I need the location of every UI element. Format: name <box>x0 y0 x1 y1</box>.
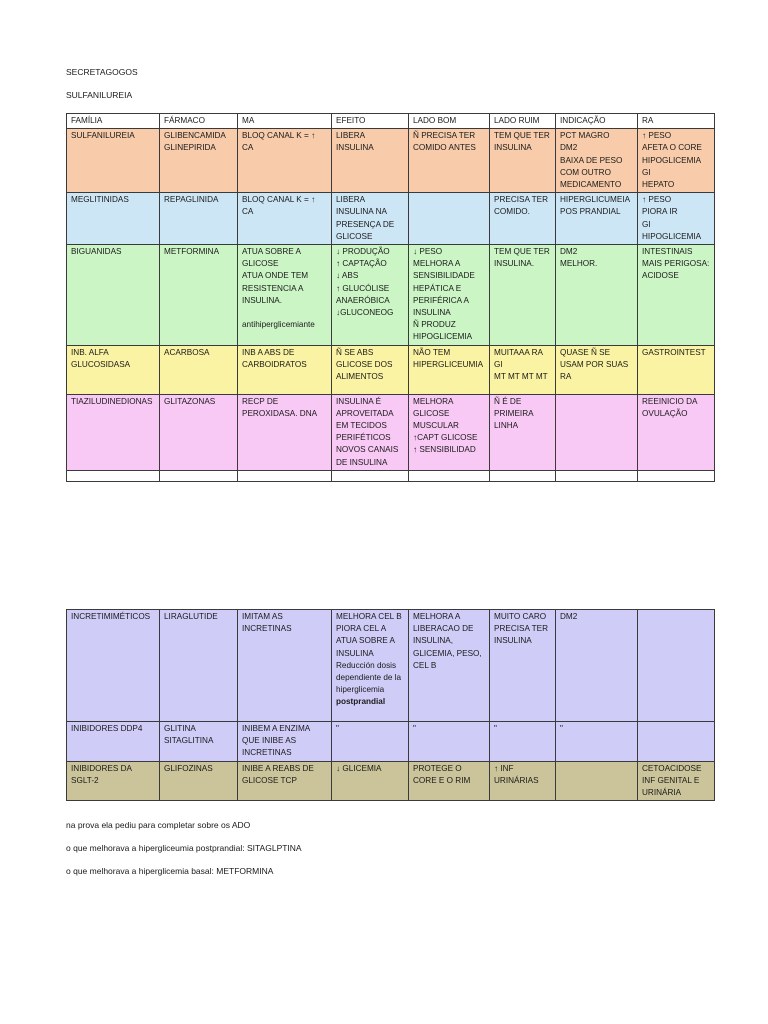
table-cell: ↑ INF URINÁRIAS <box>490 761 556 801</box>
table-cell: NÃO TEM HIPERGLICEUMIA <box>409 345 490 394</box>
header-cell: RA <box>638 114 715 129</box>
table-cell: TEM QUE TER INSULINA <box>490 129 556 193</box>
table-cell: QUASE Ñ SE USAM POR SUAS RA <box>556 345 638 394</box>
table-cell: INB A ABS DE CARBOIDRATOS <box>238 345 332 394</box>
table-cell: PCT MAGRO DM2 BAIXA DE PESO COM OUTRO MEDICAMENTO <box>556 129 638 193</box>
table-cell: TEM QUE TER INSULINA. <box>490 245 556 346</box>
header-cell: LADO BOM <box>409 114 490 129</box>
table-cell: PRECISA TER COMIDO. <box>490 193 556 245</box>
table-cell: INIBIDORES DDP4 <box>67 722 160 762</box>
table-cell <box>160 470 238 481</box>
header-cell: MA <box>238 114 332 129</box>
table-cell: IMITAM AS INCRETINAS <box>238 610 332 722</box>
note-line-3: o que melhorava a hiperglicemia basal: METFORMINA <box>66 866 274 876</box>
table-cell: INSULINA É APROVEITADA EM TECIDOS PERIFÉTICOS NOVOS CANAIS DE INSULINA <box>332 394 409 470</box>
table-cell: BIGUANIDAS <box>67 245 160 346</box>
table-cell: INB. ALFA GLUCOSIDASA <box>67 345 160 394</box>
table-cell: ↑ PESO PIORA IR GI HIPOGLICEMIA <box>638 193 715 245</box>
table-cell: INIBE A REABS DE GLICOSE TCP <box>238 761 332 801</box>
table-row <box>67 345 715 394</box>
table-cell: ↑ PESO AFETA O CORE HIPOGLICEMIA GI HEPATO <box>638 129 715 193</box>
note-line-2: o que melhorava a hipergliceumia postprandial: SITAGLPTINA <box>66 843 302 853</box>
table-cell: ACARBOSA <box>160 345 238 394</box>
table-cell <box>638 470 715 481</box>
table-cell <box>332 470 409 481</box>
table-cell: " <box>556 722 638 762</box>
table-cell: PROTEGE O CORE E O RIM <box>409 761 490 801</box>
table-cell: GLITINA SITAGLITINA <box>160 722 238 762</box>
table-cell: METFORMINA <box>160 245 238 346</box>
table-cell: MEGLITINIDAS <box>67 193 160 245</box>
table-cell: ATUA SOBRE A GLICOSE ATUA ONDE TEM RESISTENCIA A INSULINA. antihiperglicemiante <box>238 245 332 346</box>
table-cell: GLIBENCAMIDA GLINEPIRIDA <box>160 129 238 193</box>
doc-subtitle: SULFANILUREIA <box>66 90 133 100</box>
table-cell: HIPERGLICUMEIA POS PRANDIAL <box>556 193 638 245</box>
table-cell: MUITO CARO PRECISA TER INSULINA <box>490 610 556 722</box>
table-cell: INIBIDORES DA SGLT-2 <box>67 761 160 801</box>
table-cell: BLOQ CANAL K = ↑ CA <box>238 129 332 193</box>
table-row <box>67 394 715 470</box>
table-cell: Ñ PRECISA TER COMIDO ANTES <box>409 129 490 193</box>
table-cell: GLITAZONAS <box>160 394 238 470</box>
drug-table-1 <box>66 113 715 482</box>
table-row <box>67 129 715 193</box>
table-cell: TIAZILUDINEDIONAS <box>67 394 160 470</box>
table-cell: REEINICIO DA OVULAÇÃO <box>638 394 715 470</box>
table-cell: LIRAGLUTIDE <box>160 610 238 722</box>
table-cell: GLIFOZINAS <box>160 761 238 801</box>
table-cell: RECP DE PEROXIDASA. DNA <box>238 394 332 470</box>
table-cell: MELHORA CEL B PIORA CEL A ATUA SOBRE A INSULINA Reducción dosis dependiente de la hiperglicemia postprandial <box>332 610 409 722</box>
table-cell: MELHORA GLICOSE MUSCULAR ↑CAPT GLICOSE ↑ SENSIBILIDAD <box>409 394 490 470</box>
table-cell: DM2 <box>556 610 638 722</box>
table-cell: REPAGLINIDA <box>160 193 238 245</box>
table-row <box>67 193 715 245</box>
table-cell: INCRETIMIMÉTICOS <box>67 610 160 722</box>
table-cell: BLOQ CANAL K = ↑ CA <box>238 193 332 245</box>
table-cell: Ñ É DE PRIMEIRA LINHA <box>490 394 556 470</box>
table-cell: Ñ SE ABS GLICOSE DOS ALIMENTOS <box>332 345 409 394</box>
table-cell <box>638 610 715 722</box>
table-cell: " <box>490 722 556 762</box>
table-cell: " <box>409 722 490 762</box>
table-row-empty <box>67 470 715 481</box>
note-line-1: na prova ela pediu para completar sobre os ADO <box>66 820 251 830</box>
table-cell <box>556 394 638 470</box>
table-header-row <box>67 114 715 129</box>
table-cell: ↓ GLICEMIA <box>332 761 409 801</box>
table-cell: ↓ PRODUÇÃO ↑ CAPTAÇÃO ↓ ABS ↑ GLUCÓLISE ANAERÓBICA ↓GLUCONEOG <box>332 245 409 346</box>
table-row <box>67 610 715 722</box>
doc-title: SECRETAGOGOS <box>66 67 138 77</box>
drug-table-2 <box>66 609 715 801</box>
table-cell: GASTROINTEST <box>638 345 715 394</box>
table-row <box>67 722 715 762</box>
table-cell <box>638 722 715 762</box>
table-cell <box>556 761 638 801</box>
table-row <box>67 761 715 801</box>
table-cell <box>67 470 160 481</box>
table-cell: SULFANILUREIA <box>67 129 160 193</box>
table-cell <box>409 470 490 481</box>
table-cell: ↓ PESO MELHORA A SENSIBILIDADE HEPÁTICA E PERIFÉRICA A INSULINA Ñ PRODUZ HIPOGLICEMIA <box>409 245 490 346</box>
table-row <box>67 245 715 346</box>
table-cell: INIBEM A ENZIMA QUE INIBE AS INCRETINAS <box>238 722 332 762</box>
table-cell <box>556 470 638 481</box>
header-cell: FAMÍLIA <box>67 114 160 129</box>
table-cell: CETOACIDOSE INF GENITAL E URINÁRIA <box>638 761 715 801</box>
header-cell: INDICAÇÃO <box>556 114 638 129</box>
postprandial-emphasis: postprandial <box>336 697 386 707</box>
table-cell <box>409 193 490 245</box>
header-cell: FÁRMACO <box>160 114 238 129</box>
table-cell: DM2 MELHOR. <box>556 245 638 346</box>
table-cell: LIBERA INSULINA <box>332 129 409 193</box>
table-cell <box>238 470 332 481</box>
table-cell: MUITAAA RA GI MT MT MT MT <box>490 345 556 394</box>
table-cell: " <box>332 722 409 762</box>
table-cell: LIBERA INSULINA NA PRESENÇA DE GLICOSE <box>332 193 409 245</box>
table-cell: MELHORA A LIBERACAO DE INSULINA, GLICEMIA, PESO, CEL B <box>409 610 490 722</box>
header-cell: EFEITO <box>332 114 409 129</box>
table-cell <box>490 470 556 481</box>
table-cell: INTESTINAIS MAIS PERIGOSA: ACIDOSE <box>638 245 715 346</box>
header-cell: LADO RUIM <box>490 114 556 129</box>
